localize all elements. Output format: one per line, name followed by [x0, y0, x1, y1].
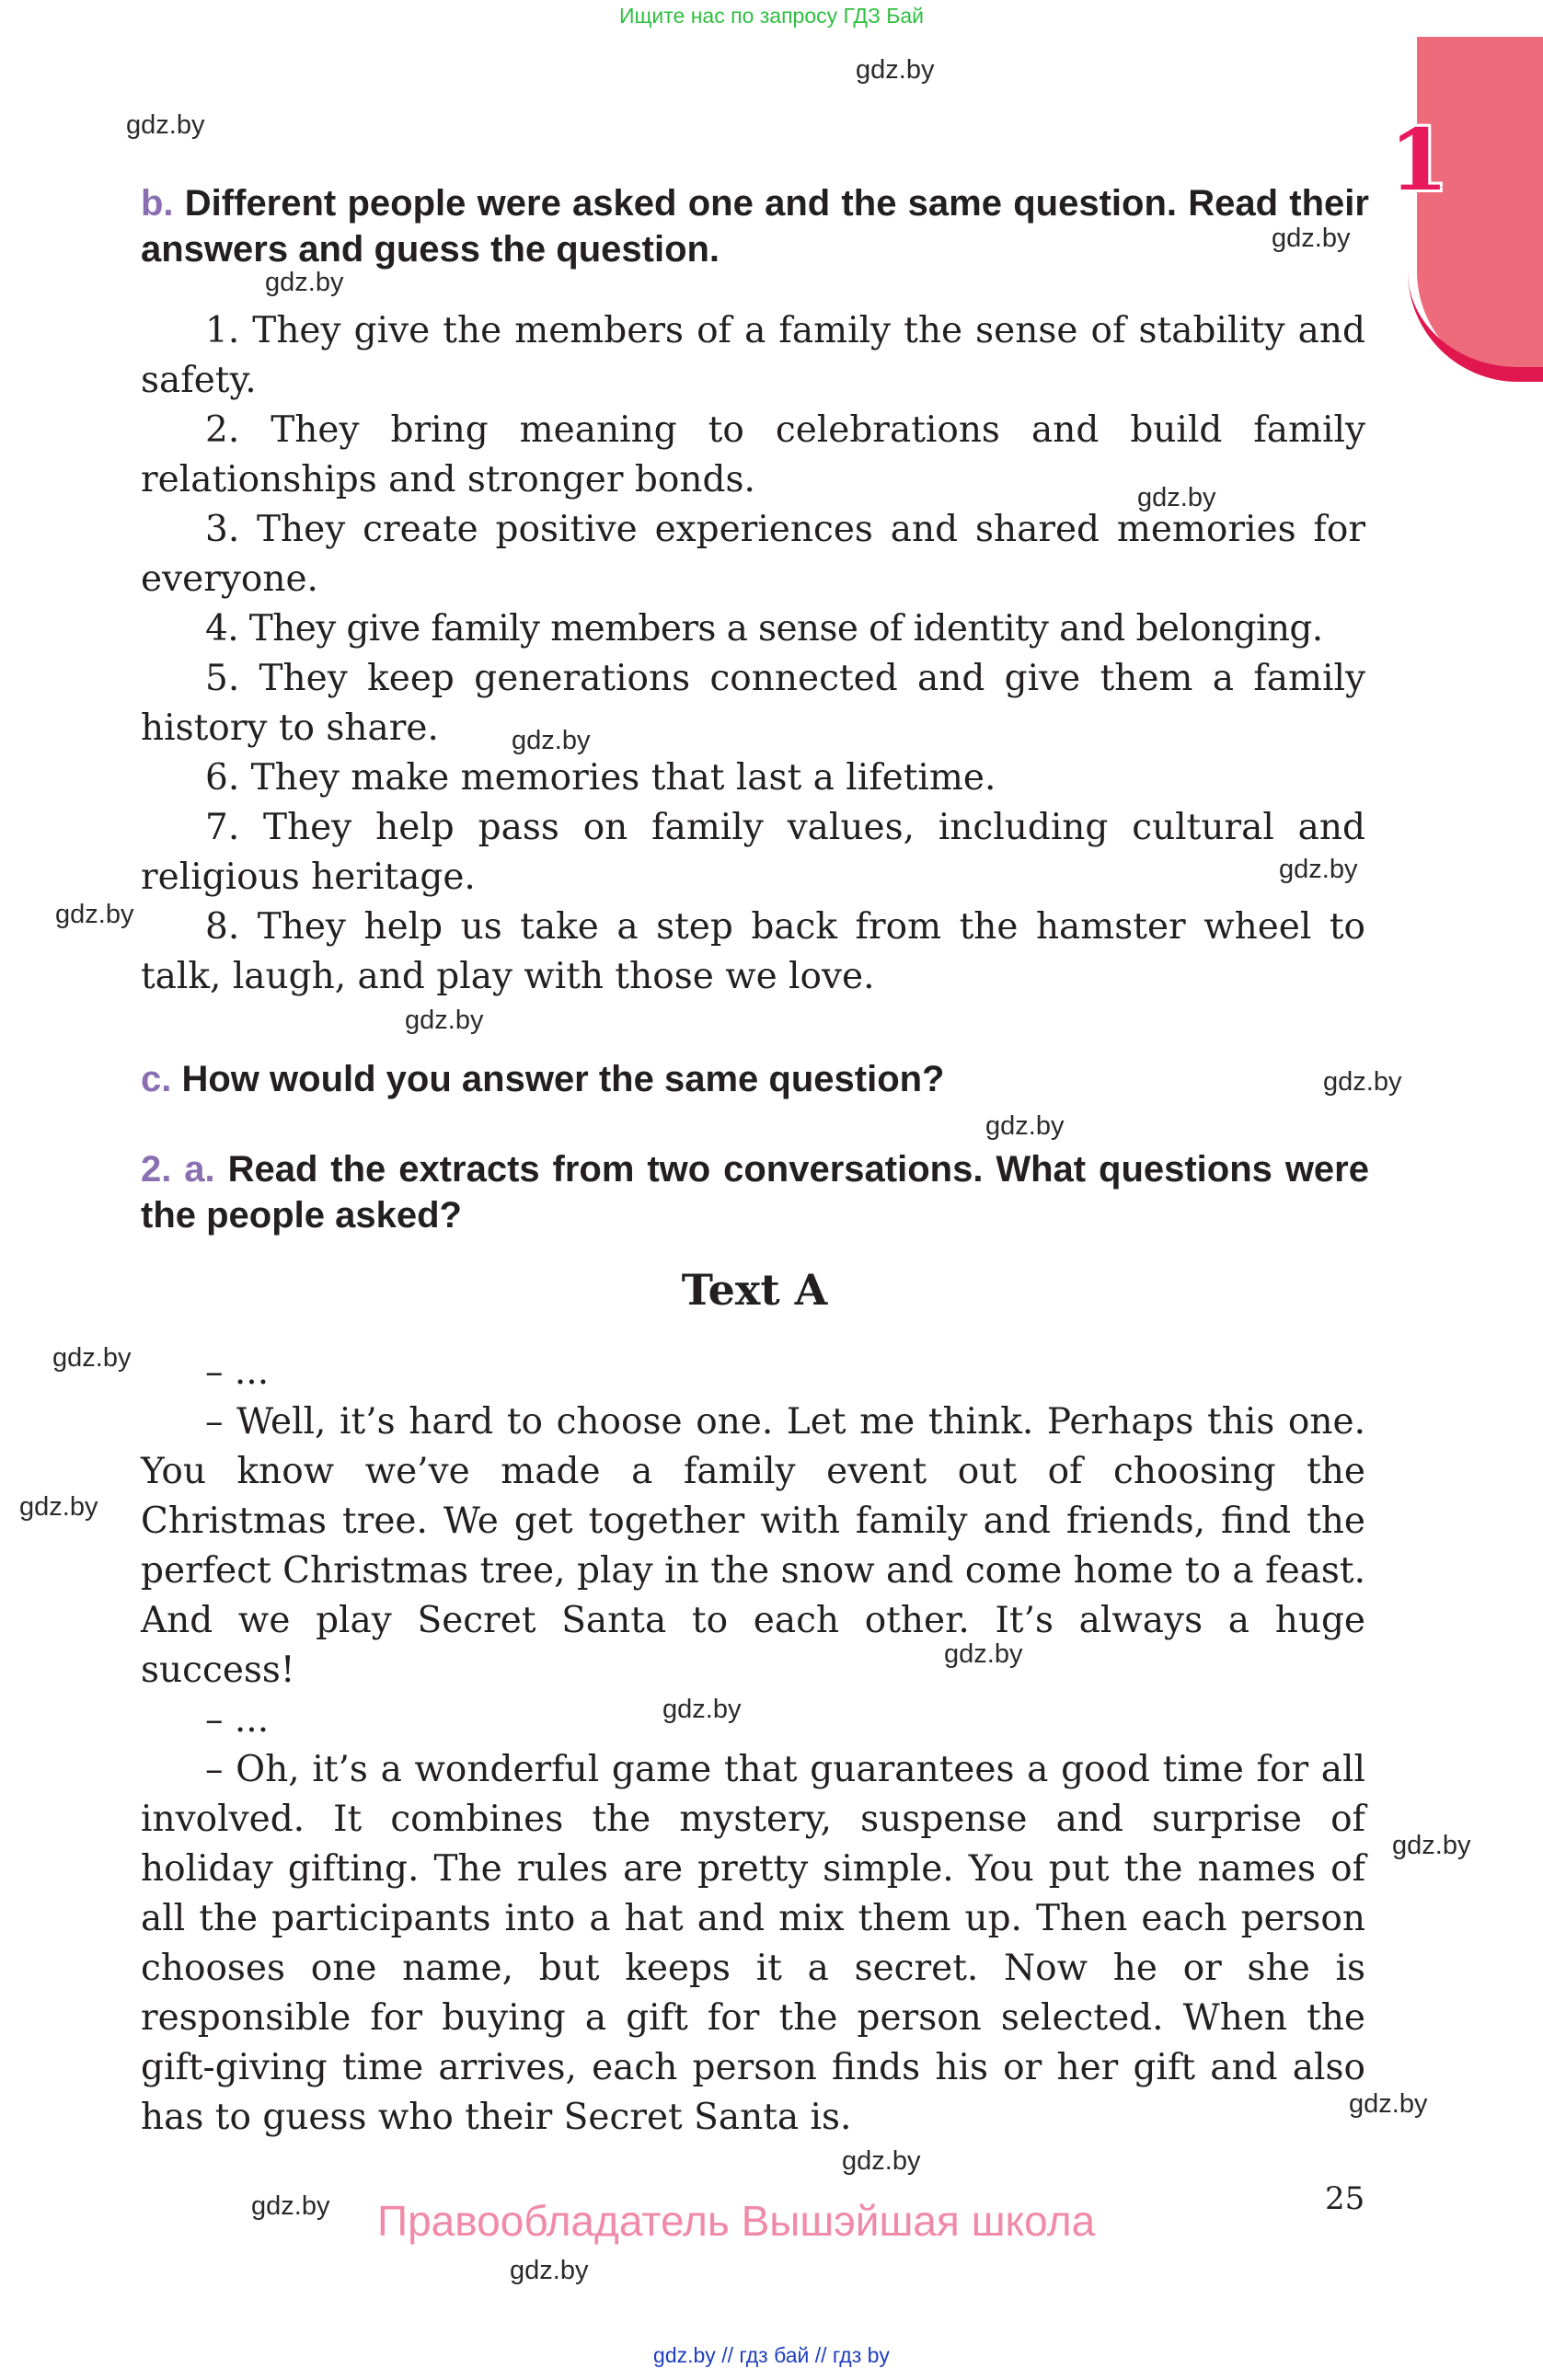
watermark: gdz.by	[944, 1639, 1023, 1669]
watermark: gdz.by	[510, 2256, 589, 2285]
answer-item: 4. They give family members a sense of identity and belonging.	[205, 608, 1323, 650]
dialogue-line: – ...	[205, 1699, 270, 1741]
task-2a-text: Read the extracts from two conversations. What questions were the people asked?	[141, 1149, 1369, 1236]
dialogue-line: – ...	[205, 1351, 270, 1393]
watermark: gdz.by	[512, 726, 591, 755]
watermark: gdz.by	[1137, 483, 1216, 512]
task-c	[141, 1056, 1369, 1102]
bottom-links[interactable]: gdz.by // гдз бай // гдз by	[653, 2343, 890, 2367]
watermark: gdz.by	[856, 55, 935, 85]
text-a-heading: Text A	[681, 1265, 828, 1315]
watermark: gdz.by	[1323, 1067, 1402, 1097]
task-c-text: How would you answer the same question?	[181, 1059, 945, 1099]
task-2a	[141, 1146, 1369, 1238]
watermark: gdz.by	[19, 1492, 98, 1522]
watermark: gdz.by	[1392, 1831, 1471, 1860]
watermark: gdz.by	[265, 268, 344, 297]
dialogue-line: – Well, it’s hard to choose one. Let me think. Perhaps this one. You know we’ve made a family event out of choosing the Christmas tree. We get together with family and friends, find the perfect Christmas tree, play in the snow and come home to a feast. And we play Secret Santa to each other. It’s always a huge success!	[141, 1401, 1365, 1691]
watermark: gdz.by	[55, 900, 134, 929]
answer-item: 1. They give the members of a family the sense of stability and safety.	[141, 310, 1365, 401]
copyright-owner: Правообладатель Вышэйшая школа	[377, 2197, 1096, 2245]
answer-item: 8. They help us take a step back from the hamster wheel to talk, laugh, and play with those we love.	[141, 906, 1365, 997]
chapter-number: 1	[1389, 110, 1449, 210]
answer-item: 2. They bring meaning to celebrations and build family relationships and stronger bonds.	[141, 409, 1365, 500]
task-2a-marker: 2. a.	[141, 1149, 215, 1190]
watermark: gdz.by	[251, 2191, 330, 2221]
page-number: 25	[1325, 2180, 1365, 2217]
dialogue	[141, 1348, 1365, 2143]
watermark: gdz.by	[842, 2146, 921, 2176]
answer-item: 5. They keep generations connected and give them a family history to share.	[141, 658, 1365, 749]
watermark: gdz.by	[985, 1111, 1065, 1141]
task-c-marker: c.	[141, 1059, 172, 1099]
watermark: gdz.by	[126, 110, 205, 140]
watermark: gdz.by	[662, 1695, 742, 1724]
task-b-text: Different people were asked one and the same question. Read their answers and guess the question.	[141, 183, 1369, 270]
watermark: gdz.by	[1349, 2089, 1428, 2119]
task-b	[141, 180, 1369, 272]
answer-item: 7. They help pass on family values, including cultural and religious heritage.	[141, 807, 1365, 898]
watermark: gdz.by	[52, 1343, 132, 1373]
answers-list	[141, 306, 1365, 1002]
watermark: gdz.by	[1272, 224, 1351, 253]
answer-item: 3. They create positive experiences and shared memories for everyone.	[141, 509, 1365, 600]
watermark: gdz.by	[405, 1006, 484, 1035]
dialogue-line: – Oh, it’s a wonderful game that guarantees a good time for all involved. It combines the mystery, suspense and surprise of holiday gifting. The rules are pretty simple. You put the names of all the participants into a hat and mix them up. Then each person chooses one name, but keeps it a secret. Now he or she is responsible for buying a gift for the person selected. When the gift-giving time arrives, each person finds his or her gift and also has to guess who their Secret Santa is.	[141, 1749, 1365, 2138]
task-b-marker: b.	[141, 183, 174, 224]
watermark: gdz.by	[1279, 855, 1358, 884]
answer-item: 6. They make memories that last a lifetime.	[205, 757, 996, 799]
top-link[interactable]: Ищите нас по запросу ГДЗ Бай	[618, 4, 925, 28]
